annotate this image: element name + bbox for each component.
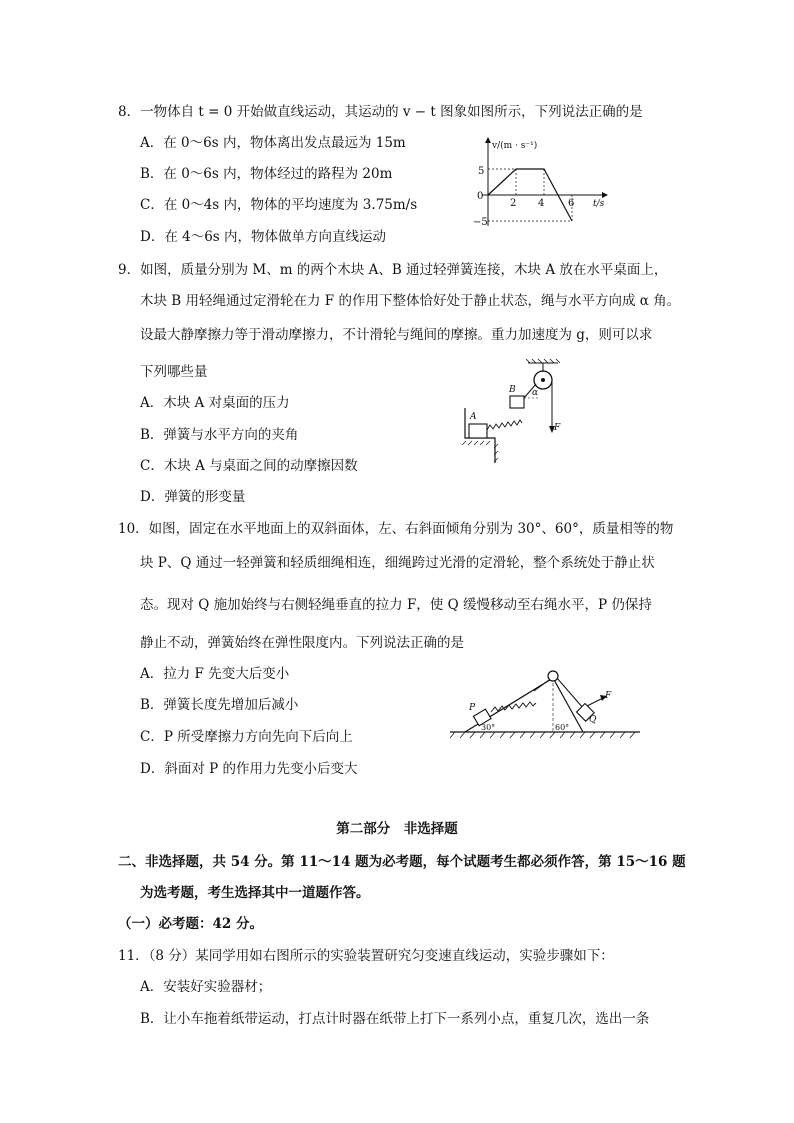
part2-title: 第二部分 非选择题 — [336, 821, 458, 837]
angle-left: 30° — [481, 723, 496, 732]
pulley — [548, 671, 558, 681]
q9-option-c: C．木块 A 与桌面之间的动摩擦因数 — [140, 458, 358, 474]
angle-right: 60° — [555, 723, 570, 732]
q9-stem-line-1: 9．如图，质量分别为 M、m 的两个木块 A、B 通过轻弹簧连接，木块 A 放在水平桌面上， — [118, 262, 668, 278]
block-a — [469, 424, 487, 438]
block-b — [510, 396, 524, 408]
q9-figure — [460, 358, 590, 466]
vt-ytick-5: 5 — [478, 166, 485, 177]
q10-stem-line-3: 态。现对 Q 施加始终与右侧轻绳垂直的拉力 F，使 Q 缓慢移动至右绳水平，P 仍保持 — [140, 597, 652, 613]
q11-stem: 11．（8 分）某同学用如右图所示的实验装置研究匀变速直线运动，实验步骤如下： — [118, 948, 614, 964]
q8-option-c: C．在 0～4s 内，物体的平均速度为 3.75m/s — [140, 197, 418, 213]
q9-option-a: A．木块 A 对桌面的压力 — [140, 395, 290, 411]
label-f: F — [605, 691, 612, 701]
spring — [487, 420, 522, 430]
required-heading: （一）必考题：42 分。 — [118, 916, 263, 932]
vt-ytick-neg5: −5 — [473, 217, 488, 228]
q9-option-d: D．弹簧的形变量 — [140, 489, 246, 505]
section-heading-line-2: 为选考题，考生选择其中一道题作答。 — [140, 885, 370, 901]
vt-graph — [472, 134, 622, 234]
q10-stem-line-1: 10．如图，固定在水平地面上的双斜面体，左、右斜面倾角分别为 30°、60°，质量相等的物 — [118, 521, 674, 537]
q8-option-b: B．在 0～6s 内，物体经过的路程为 20m — [140, 166, 393, 182]
q9-stem-line-4: 下列哪些量 — [140, 364, 208, 380]
q10-option-b: B．弹簧长度先增加后减小 — [140, 697, 299, 713]
vt-origin: 0 — [477, 191, 484, 202]
vt-xtick-4: 4 — [538, 198, 545, 209]
q9-stem-line-2: 木块 B 用轻绳通过定滑轮在力 F 的作用下整体恰好处于静止状态，绳与水平方向成 α 角。 — [140, 293, 681, 309]
label-f: F — [554, 423, 561, 433]
q10-stem-line-4: 静止不动，弹簧始终在弹性限度内。下列说法正确的是 — [140, 635, 464, 651]
label-q: Q — [589, 715, 597, 725]
q9-stem-line-3: 设最大静摩擦力等于滑动摩擦力，不计滑轮与绳间的摩擦。重力加速度为 g，则可以求 — [140, 327, 653, 343]
spring — [491, 702, 536, 712]
q11-step-a: A．安装好实验器材； — [140, 979, 272, 995]
vt-ylabel: v/(m · s⁻¹) — [492, 141, 538, 151]
q10-option-d: D．斜面对 P 的作用力先变小后变大 — [140, 761, 358, 777]
q11-step-b: B．让小车拖着纸带运动，打点计时器在纸带上打下一系列小点，重复几次，选出一条 — [140, 1011, 650, 1027]
q10-figure — [445, 660, 645, 740]
label-a: A — [470, 412, 477, 422]
label-p: P — [469, 703, 476, 713]
vt-xlabel: t/s — [593, 199, 605, 209]
vt-xtick-6: 6 — [568, 198, 575, 209]
q9-option-b: B．弹簧与水平方向的夹角 — [140, 427, 299, 443]
q8-option-d: D．在 4～6s 内，物体做单方向直线运动 — [140, 229, 387, 245]
q10-option-c: C．P 所受摩擦力方向先向下后向上 — [140, 729, 353, 745]
q8-option-a: A．在 0～6s 内，物体离出发点最远为 15m — [140, 135, 406, 151]
label-alpha: α — [532, 388, 539, 398]
vt-xtick-2: 2 — [510, 198, 517, 209]
label-b: B — [509, 385, 516, 395]
section-heading-line-1: 二、非选择题，共 54 分。第 11～14 题为必考题，每个试题考生都必须作答，第 15～16 题 — [118, 854, 686, 870]
q8-stem: 8．一物体自 t = 0 开始做直线运动，其运动的 v − t 图象如图所示，下列说法正确的是 — [118, 104, 643, 120]
q10-option-a: A．拉力 F 先变大后变小 — [140, 666, 290, 682]
q10-stem-line-2: 块 P、Q 通过一轻弹簧和轻质细绳相连，细绳跨过光滑的定滑轮，整个系统处于静止状 — [140, 555, 655, 571]
